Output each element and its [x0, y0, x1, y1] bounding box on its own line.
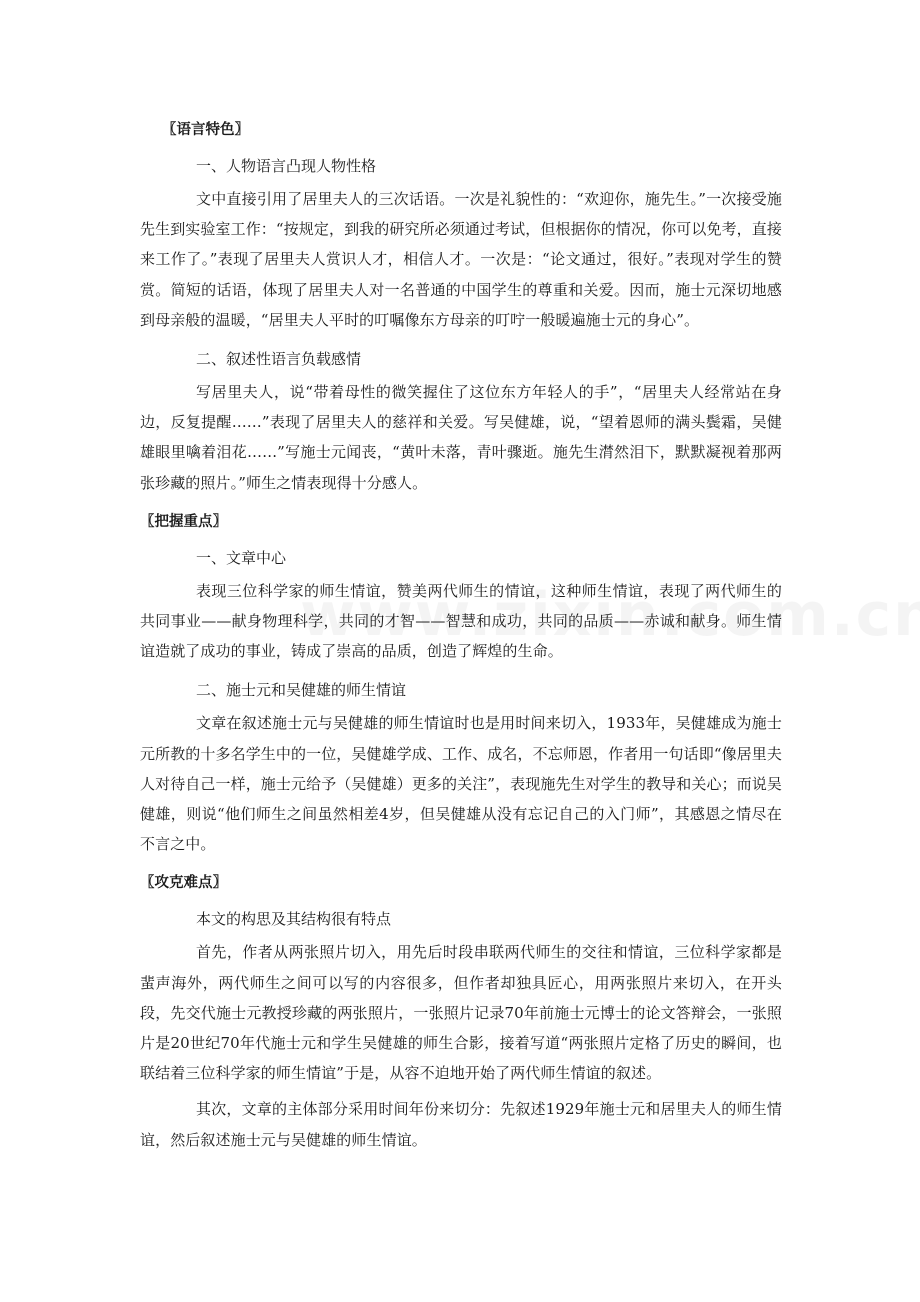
subheading-character-language: 一、人物语言凸现人物性格	[196, 157, 377, 175]
subheading-article-center: 一、文章中心	[196, 548, 287, 567]
subheading-narrative-language: 二、叙述性语言负载感情	[196, 350, 362, 369]
section-title-difficulty: 〖攻克难点〗	[140, 875, 227, 892]
paragraph-character-language: 文中直接引用了居里夫人的三次话语。一次是礼貌性的：“欢迎你，施先生。”一次接受施先生到实验室工作：“按规定，到我的研究所必须通过考试，但根据你的情况，你可以免考，直接来工作了。”表现了居里夫人赏识人才，相信人才。一次是：“论文通过，很好。”表现对学生的赞赏。简短的话语，体现了居里夫人对一名普通的中国学生的尊重和关爱。因而，施士元深切地感到母亲般的温暖，“居里夫人平时的叮嘱像东方母亲的叮咛一般暖遍施士元的身心”。	[140, 190, 782, 329]
paragraph-structure-second: 其次，文章的主体部分采用时间年份来切分：先叙述1929年施士元和居里夫人的师生情谊，然后叙述施士元与吴健雄的师生情谊。	[140, 1100, 782, 1149]
paragraph-structure-first: 首先，作者从两张照片切入，用先后时段串联两代师生的交往和情谊，三位科学家都是蜚声海外，两代师生之间可以写的内容很多，但作者却独具匠心，用两张照片来切入，在开头段，先交代施士元教授珍藏的两张照片，一张照片记录70年前施士元博士的论文答辩会，一张照片是20世纪70年代施士元和学生吴健雄的师生合影，接着写道“两张照片定格了历史的瞬间，也联结着三位科学家的师生情谊”于是，从容不迫地开始了两代师生情谊的叙述。	[140, 943, 782, 1083]
subheading-structure: 本文的构思及其结构很有特点	[196, 910, 392, 929]
paragraph-article-center: 表现三位科学家的师生情谊，赞美两代师生的情谊，这种师生情谊，表现了两代师生的共同事业——献身物理科学，共同的才智——智慧和成功，共同的品质——赤诚和献身。师生情谊造就了成功的事业，铸成了崇高的品质，创造了辉煌的生命。	[140, 581, 782, 661]
paragraph-teacher-student: 文章在叙述施士元与吴健雄的师生情谊时也是用时间来切入，1933年，吴健雄成为施士元所教的十多名学生中的一位，吴健雄学成、工作、成名，不忘师恩，作者用一句话即“像居里夫人对待自己一样，施士元给予（吴健雄）更多的关注”，表现施先生对学生的教导和关心；而说吴健雄，则说“他们师生之间虽然相差4岁，但吴健雄从没有忘记自己的入门师”，其感恩之情尽在不言之中。	[140, 714, 782, 854]
paragraph-narrative-language: 写居里夫人，说“带着母性的微笑握住了这位东方年轻人的手”，“居里夫人经常站在身边，反复提醒……”表现了居里夫人的慈祥和关爱。写吴健雄，说，“望着恩师的满头鬓霜，吴健雄眼里噙着泪花……”写施士元闻丧，“黄叶未落，青叶骤逝。施先生潸然泪下，默默凝视着那两张珍藏的照片。”师生之情表现得十分感人。	[140, 383, 782, 492]
subheading-teacher-student: 二、施士元和吴健雄的师生情谊	[196, 681, 407, 700]
section-title-language: 〖语言特色〗	[162, 122, 249, 138]
document-page	[140, 112, 782, 1161]
section-title-focus: 〖把握重点〗	[140, 513, 227, 530]
